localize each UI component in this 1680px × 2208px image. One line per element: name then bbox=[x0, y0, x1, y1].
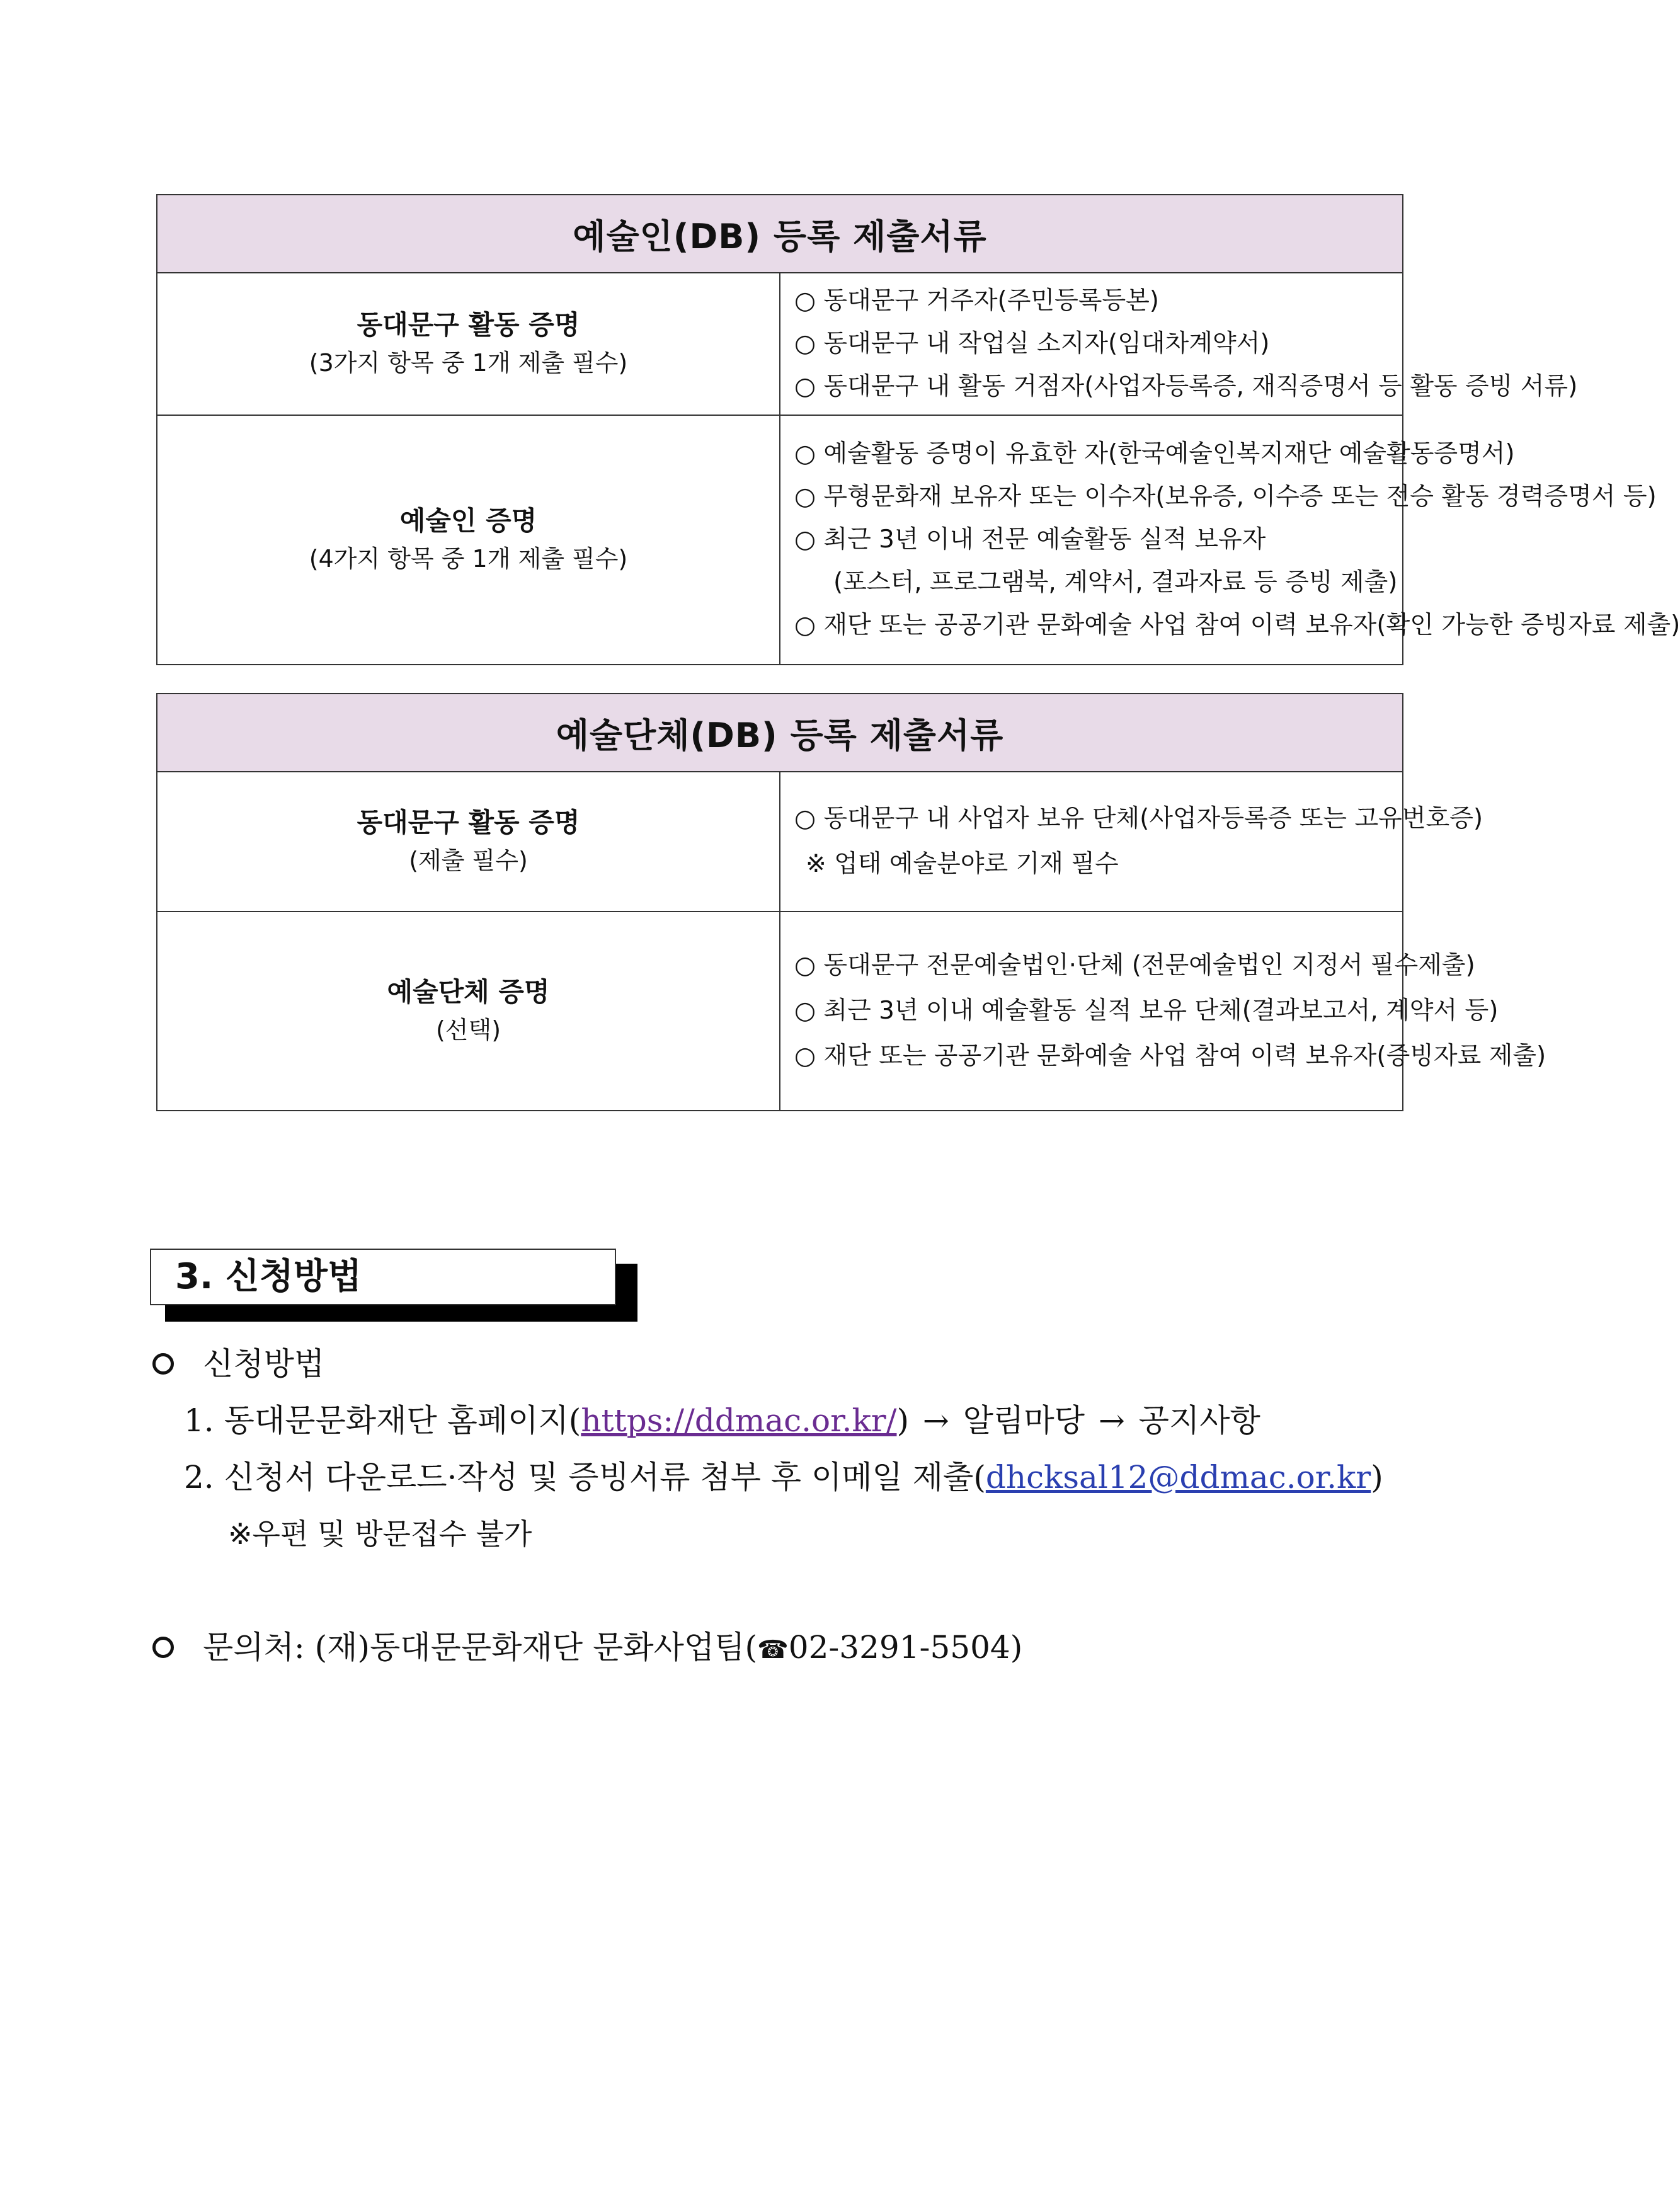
row-sublabel: (4가지 항목 중 1개 제출 필수) bbox=[309, 545, 628, 573]
telephone-icon: ☎ bbox=[757, 1635, 789, 1664]
list-item: (포스터, 프로그램북, 계약서, 결과자료 등 증빙 제출) bbox=[833, 568, 1398, 597]
step-2-text: 2. 신청서 다운로드·작성 및 증빙서류 첨부 후 이메일 제출( bbox=[184, 1459, 986, 1496]
row-label-cell bbox=[157, 273, 780, 415]
list-item: ○ 최근 3년 이내 전문 예술활동 실적 보유자 bbox=[794, 525, 1266, 554]
contact-text: 문의처: (재)동대문문화재단 문화사업팀( bbox=[203, 1629, 757, 1666]
step-1-suffix: ) bbox=[896, 1402, 909, 1439]
homepage-link[interactable]: https://ddmac.or.kr/ bbox=[581, 1402, 897, 1439]
list-item: ○ 재단 또는 공공기관 문화예술 사업 참여 이력 보유자(확인 가능한 증빙자료 제출) bbox=[794, 611, 1680, 639]
menu-notice-board: 알림마당 bbox=[963, 1402, 1085, 1439]
table-row bbox=[157, 772, 1403, 912]
ring-bullet-icon bbox=[152, 1353, 174, 1375]
contact-phone: 02-3291-5504 bbox=[788, 1629, 1010, 1666]
step-1-text: 1. 동대문문화재단 홈페이지( bbox=[184, 1402, 581, 1439]
step-1 bbox=[184, 1399, 1260, 1443]
arrow-right-icon: → bbox=[922, 1402, 949, 1439]
artist-table-title: 예술인(DB) 등록 제출서류 bbox=[157, 195, 1403, 273]
row-sublabel: (선택) bbox=[435, 1016, 501, 1044]
list-item: ○ 동대문구 내 활동 거점자(사업자등록증, 재직증명서 등 활동 증빙 서류) bbox=[794, 372, 1578, 401]
method-bullet-label: 신청방법 bbox=[203, 1346, 325, 1382]
row-label-cell bbox=[157, 912, 780, 1111]
list-item: ○ 동대문구 내 작업실 소지자(임대차계약서) bbox=[794, 329, 1270, 358]
row-label: 동대문구 활동 증명 bbox=[357, 309, 580, 340]
list-item: ○ 재단 또는 공공기관 문화예술 사업 참여 이력 보유자(증빙자료 제출) bbox=[794, 1042, 1546, 1070]
section-heading: 3. 신청방법 bbox=[175, 1256, 362, 1297]
arrow-right-icon: → bbox=[1098, 1402, 1125, 1439]
table-row bbox=[157, 912, 1403, 1111]
row-label-cell bbox=[157, 772, 780, 912]
row-content-cell bbox=[780, 912, 1546, 1111]
row-label: 예술단체 증명 bbox=[387, 976, 550, 1007]
row-sublabel: (제출 필수) bbox=[409, 847, 528, 874]
postal-note: ※우편 및 방문접수 불가 bbox=[228, 1517, 532, 1551]
email-link[interactable]: dhcksal12@ddmac.or.kr bbox=[985, 1459, 1371, 1496]
contact-suffix: ) bbox=[1010, 1629, 1023, 1666]
row-sublabel: (3가지 항목 중 1개 제출 필수) bbox=[309, 349, 628, 377]
list-item: ○ 동대문구 내 사업자 보유 단체(사업자등록증 또는 고유번호증) bbox=[794, 804, 1483, 833]
contact-line bbox=[152, 1625, 1022, 1672]
step-2 bbox=[184, 1455, 1383, 1499]
table-row bbox=[157, 273, 1403, 415]
list-item: ○ 동대문구 거주자(주민등록등본) bbox=[794, 287, 1160, 315]
section-heading-box bbox=[150, 1249, 616, 1305]
row-content-cell bbox=[780, 772, 1483, 912]
row-label: 예술인 증명 bbox=[399, 505, 537, 536]
list-item: ※ 업태 예술분야로 기재 필수 bbox=[806, 850, 1119, 878]
list-item: ○ 최근 3년 이내 예술활동 실적 보유 단체(결과보고서, 계약서 등) bbox=[794, 997, 1499, 1025]
row-label: 동대문구 활동 증명 bbox=[357, 807, 580, 838]
list-item: ○ 무형문화재 보유자 또는 이수자(보유증, 이수증 또는 전승 활동 경력증명서 등) bbox=[794, 483, 1657, 511]
step-2-suffix: ) bbox=[1371, 1459, 1383, 1496]
row-content-cell bbox=[780, 415, 1680, 665]
row-label-cell bbox=[157, 415, 780, 665]
row-content-cell bbox=[780, 273, 1578, 415]
list-item: ○ 동대문구 전문예술법인·단체 (전문예술법인 지정서 필수제출) bbox=[794, 951, 1475, 980]
group-table-title: 예술단체(DB) 등록 제출서류 bbox=[157, 694, 1403, 772]
group-documents-table bbox=[156, 693, 1546, 1111]
artist-documents-table bbox=[156, 194, 1680, 665]
menu-announcements: 공지사항 bbox=[1138, 1402, 1260, 1439]
list-item: ○ 예술활동 증명이 유효한 자(한국예술인복지재단 예술활동증명서) bbox=[794, 440, 1515, 468]
method-bullet bbox=[152, 1342, 324, 1386]
ring-bullet-icon bbox=[152, 1637, 174, 1658]
table-row bbox=[157, 415, 1403, 665]
